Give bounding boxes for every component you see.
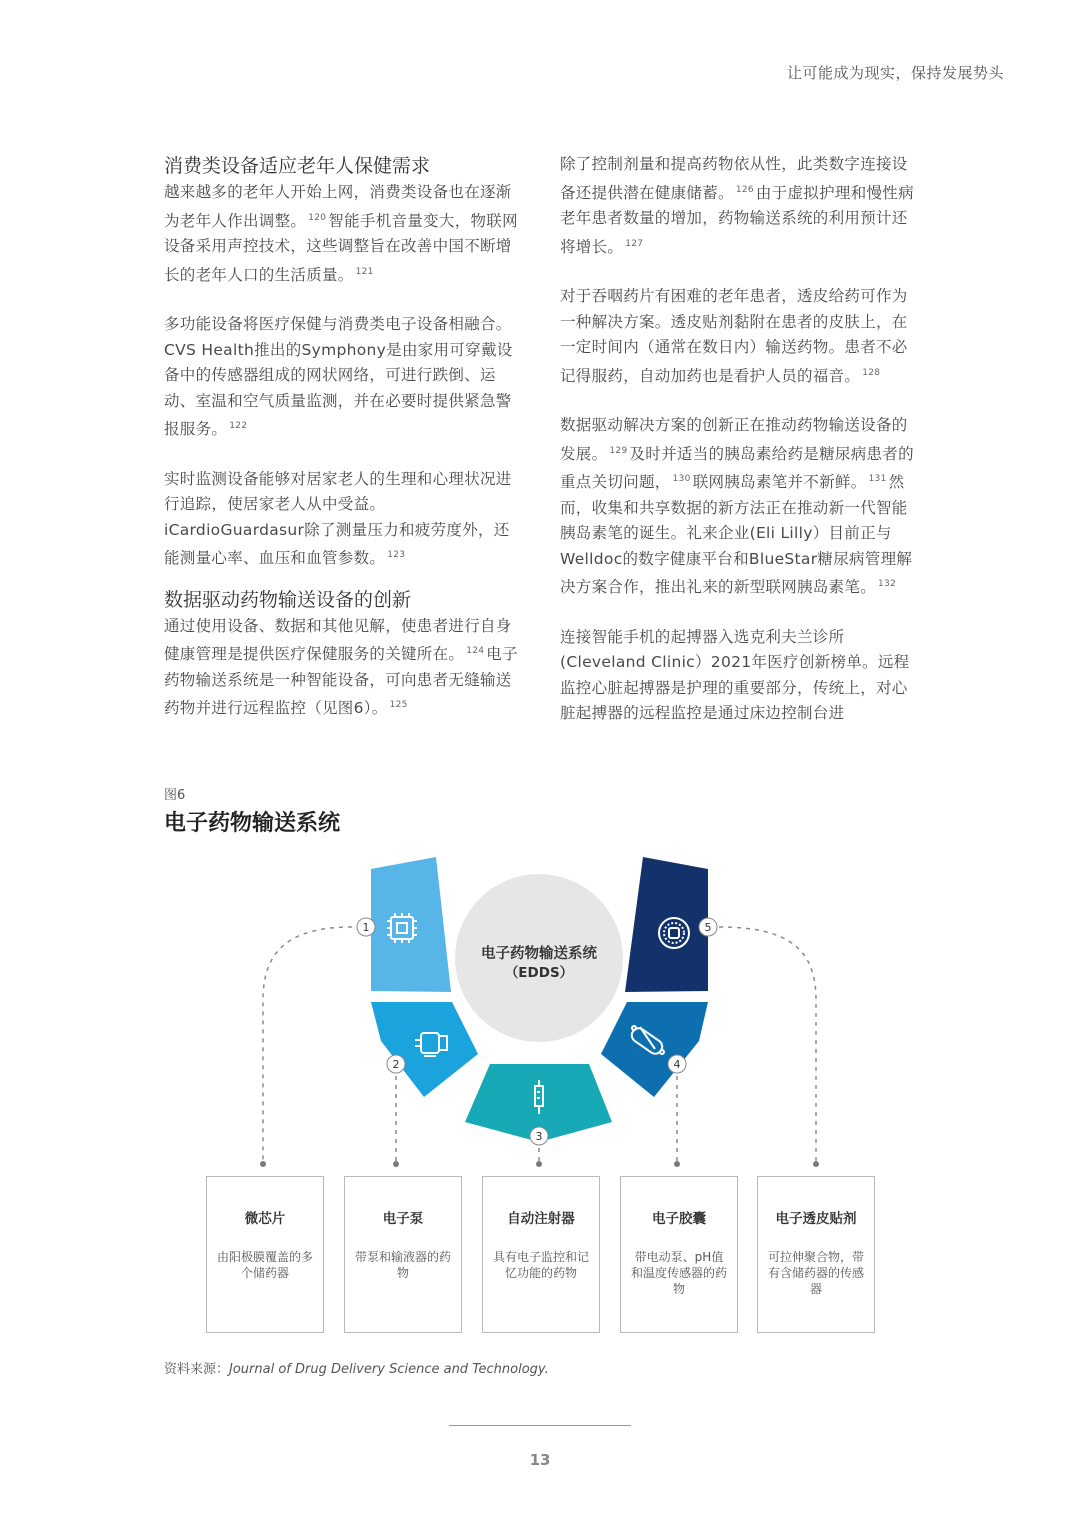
paragraph-text: 越来越多的老年人开始上网，消费类设备也在逐渐为老年人作出调整。: [164, 183, 512, 230]
card-title: 微芯片: [244, 1211, 286, 1227]
connector-dot: [813, 1161, 819, 1167]
paragraph-text: 除了控制剂量和提高药物依从性，此类数字连接设备还提供潜在健康储蓄。: [560, 155, 908, 202]
badge-number-2: 2: [392, 1058, 400, 1071]
footnote-ref: 122: [229, 421, 248, 431]
card-title: 自动注射器: [507, 1211, 575, 1227]
card-description: 带电动泵、pH值和温度传感器的药物: [630, 1250, 727, 1296]
paragraph: [560, 413, 916, 601]
right-column: [560, 152, 916, 751]
center-subtitle: （EDDS）: [504, 965, 574, 981]
footer-rule: [449, 1425, 631, 1426]
paragraph: [560, 625, 916, 727]
paragraph-text: 多功能设备将医疗保健与消费类电子设备相融合。CVS Health推出的Symphony是由家用可穿戴设备中的传感器组成的网状网络，可进行跌倒、运动、室温和空气质量监测，并在必要时提供紧急警报服务。: [164, 315, 513, 438]
page-number: 13: [529, 1451, 551, 1469]
segment-pump: [371, 1002, 478, 1097]
footnote-ref: 121: [355, 266, 374, 277]
footnote-ref: 130: [672, 474, 691, 484]
badge-number-4: 4: [673, 1058, 681, 1071]
badge-number-5: 5: [704, 921, 712, 934]
footnote-ref: 127: [625, 238, 644, 249]
source-title: Journal of Drug Delivery Science and Technology.: [229, 1362, 549, 1377]
segment-patch: [625, 857, 708, 992]
segment-capsule: [601, 1002, 708, 1097]
paragraph-text: 由于虚拟护理和慢性病老年患者数量的增加，药物输送系统的利用预计还将增长。: [560, 183, 914, 256]
footnote-ref: 132: [878, 579, 897, 589]
footnote-ref: 128: [862, 367, 881, 378]
footnote-ref: 126: [735, 184, 754, 195]
card-description: 具有电子监控和记忆功能的药物: [492, 1250, 589, 1280]
card-autoinjector: [482, 1176, 600, 1333]
running-header: 让可能成为现实，保持发展势头: [786, 64, 1004, 82]
paragraph-text: 实时监测设备能够对居家老人的生理和心理状况进行追踪，使居家老人从中受益。iCardioGuardasur除了测量压力和疲劳度外，还能测量心率、血压和血管参数。: [164, 469, 512, 567]
source-note: [164, 1358, 549, 1377]
paragraph-text: 数据驱动解决方案的创新正在推动药物输送设备的发展。: [560, 416, 908, 463]
source-prefix: 资料来源：: [164, 1362, 230, 1377]
card-description: 可拉伸聚合物，带有含储药器的传感器: [767, 1250, 864, 1296]
paragraph-text: 然而，收集和共享数据的新方法正在推动新一代智能胰岛素笔的诞生。礼来企业(Eli Lilly）目前正与Welldoc的数字健康平台和BlueStar糖尿病管理解决方案合作，推出礼来的新型联网胰岛素笔。: [560, 473, 913, 596]
paragraph: [164, 614, 520, 722]
footnote-ref: 120: [308, 212, 327, 223]
connector-dot: [393, 1161, 399, 1167]
footnote-ref: 123: [387, 550, 406, 560]
left-column: [164, 152, 520, 746]
card-patch: [757, 1176, 875, 1333]
connector-dots: [260, 1161, 819, 1167]
paragraph-text: 联网胰岛素笔并不新鲜。: [692, 473, 867, 491]
badge-number-3: 3: [535, 1130, 543, 1143]
badge-number-1: 1: [362, 921, 370, 934]
connector-dot: [536, 1161, 542, 1167]
connector-5: [719, 927, 816, 1162]
paragraph: [164, 180, 520, 288]
figure-title: 电子药物输送系统: [164, 811, 341, 836]
card-title: 电子泵: [382, 1211, 424, 1227]
card-title: 电子胶囊: [652, 1211, 706, 1227]
figure-label: 图6: [164, 788, 186, 803]
paragraph-text: 通过使用设备、数据和其他见解，使患者进行自身健康管理是提供医疗保健服务的关键所在。: [164, 616, 512, 663]
paragraph: [164, 467, 520, 572]
connector-dot: [674, 1161, 680, 1167]
connector-1: [263, 927, 352, 1162]
card-pump: [344, 1176, 462, 1333]
connector-dot: [260, 1161, 266, 1167]
section-heading-data-driven: 数据驱动药物输送设备的创新: [164, 588, 412, 611]
paragraph: [560, 152, 916, 260]
card-title: 电子透皮贴剂: [775, 1211, 857, 1227]
card-capsule: [620, 1176, 738, 1333]
paragraph-text: 连接智能手机的起搏器入选克利夫兰诊所(Cleveland Clinic）2021年医疗创新榜单。远程监控心脏起搏器是护理的重要部分，传统上，对心脏起搏器的远程监控是通过床边控制台进: [560, 627, 910, 722]
footnote-ref: 124: [466, 646, 485, 656]
card-description: 带泵和输液器的药物: [354, 1250, 451, 1280]
section-heading-elderly-devices: 消费类设备适应老年人保健需求: [164, 155, 431, 177]
card-microchip: [206, 1176, 324, 1333]
paragraph-text: 电子药物输送系统是一种智能设备，可向患者无缝输送药物并进行远程监控（见图6）。: [164, 645, 518, 717]
footnote-ref: 125: [389, 700, 408, 710]
card-description: 由阳极膜覆盖的多个储药器: [216, 1250, 313, 1280]
paragraph-text: 对于吞咽药片有困难的老年患者，透皮给药可作为一种解决方案。透皮贴剂黏附在患者的皮肤上，在一定时间内（通常在数日内）输送药物。患者不必记得服药，自动加药也是看护人员的福音。: [560, 287, 908, 385]
paragraph: [164, 312, 520, 443]
footnote-ref: 129: [609, 445, 628, 456]
footnote-ref: 131: [868, 474, 887, 484]
paragraph-text: 智能手机音量变大，物联网设备采用声控技术，这些调整旨在改善中国不断增长的老年人口的生活质量。: [164, 211, 518, 284]
paragraph-text: 及时并适当的胰岛素给药是糖尿病患者的重点关切问题，: [560, 444, 914, 491]
center-title: 电子药物输送系统: [481, 946, 597, 962]
segment-microchip: [371, 857, 451, 992]
paragraph: [560, 284, 916, 389]
